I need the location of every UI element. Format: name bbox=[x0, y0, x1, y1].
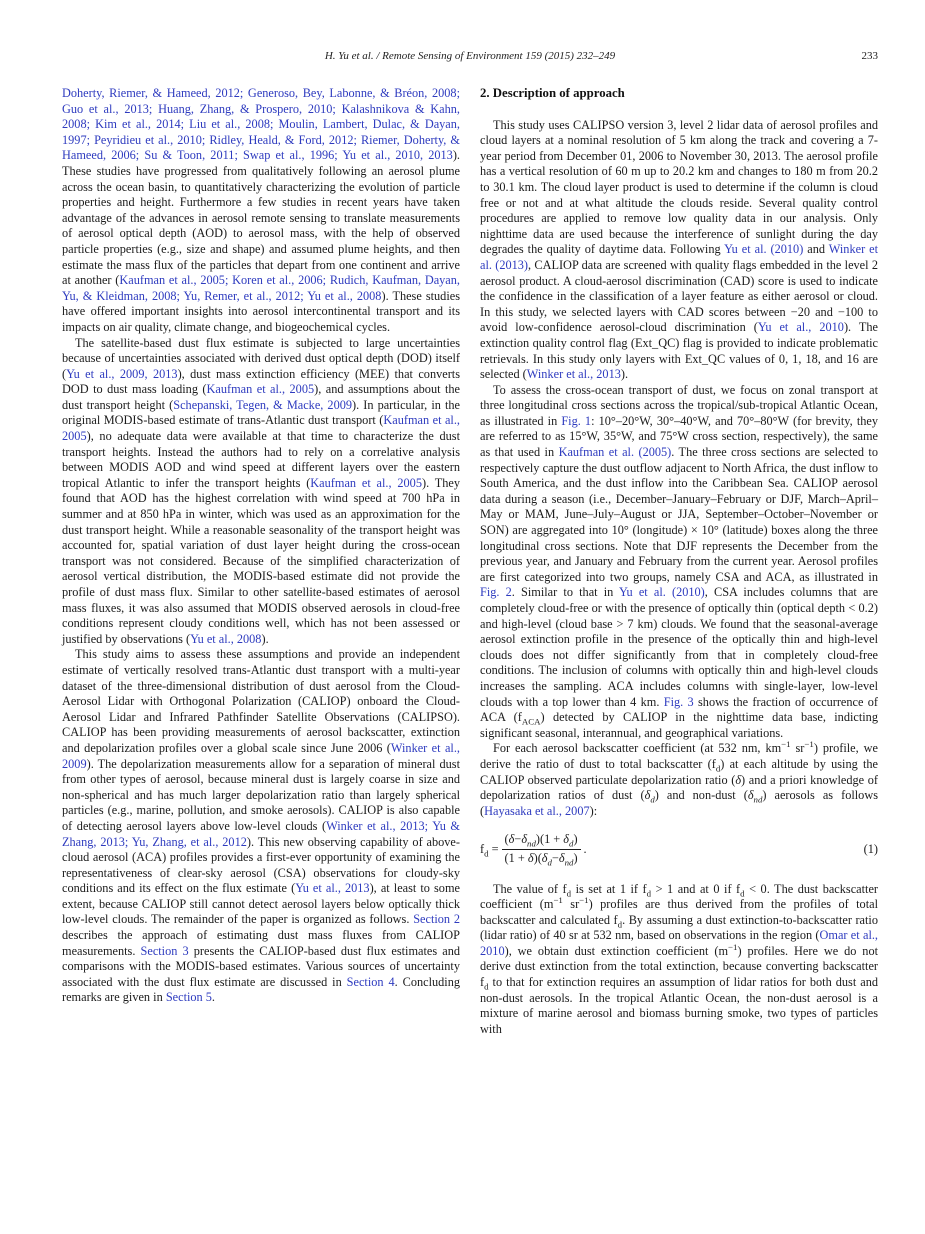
citation-link[interactable]: Section 5 bbox=[165, 990, 212, 1005]
text-run: ) profiles. Here we do not derive dust extinction from the total extinction, because converting backscatter f bbox=[480, 943, 879, 990]
text-run: d bbox=[547, 857, 552, 868]
text-run: ), and assumptions about the dust transport height ( bbox=[62, 382, 460, 412]
text-run: The value of f bbox=[493, 881, 567, 896]
text-run: ( bbox=[504, 832, 509, 847]
text-run: describes the approach of estimating dust mass fluxes from CALIOP measurements. bbox=[62, 928, 460, 958]
text-run: : 10°–20°W, 30°–40°W, and 70°–80°W (for brevity, they are referred to as 15°W, 35°W, and 75°W cross section, respectively), the same as that used in bbox=[480, 413, 879, 460]
running-title: H. Yu et al. / Remote Sensing of Environment 159 (2015) 232–249 bbox=[324, 50, 616, 62]
text-run: = bbox=[488, 841, 499, 856]
text-run: ) profile, we derive the ratio of dust to total backscatter (f bbox=[480, 741, 878, 771]
text-run: δ bbox=[563, 832, 570, 847]
text-run: ) and a priori knowledge of depolarization ratios of dust ( bbox=[480, 772, 878, 803]
text-run: −1 bbox=[804, 739, 814, 750]
citation-link[interactable]: Section 3 bbox=[140, 943, 189, 958]
text-run: −1 bbox=[781, 739, 791, 750]
paragraph bbox=[480, 383, 878, 742]
two-column-content bbox=[62, 86, 878, 1037]
text-run: ). bbox=[261, 631, 269, 646]
text-run: (1 + bbox=[504, 850, 528, 865]
paragraph bbox=[62, 86, 460, 336]
text-run: δ bbox=[747, 788, 754, 803]
text-run: . Concluding remarks are given in bbox=[62, 974, 460, 1005]
text-run: ). This new observing capability of above-cloud aerosol (ACA) profiles provides a first-ever opportunity of examining the representativeness of clear-sky aerosol (CSA) observations for cloudy-sky conditions and its effect on the flux estimate ( bbox=[62, 834, 460, 896]
text-run: To assess the cross-ocean transport of dust, we focus on zonal transport at three longitudinal cross sections across the tropical/sub-tropical Atlantic Ocean, as illustrated in bbox=[480, 382, 878, 428]
citation-link[interactable]: Yu et al., 2008 bbox=[190, 631, 262, 646]
text-run: ). bbox=[620, 367, 629, 382]
citation-link[interactable]: Hayasaka et al., 2007 bbox=[484, 803, 590, 818]
text-run: nd bbox=[753, 794, 763, 805]
citation-link[interactable]: Yu et al. (2010) bbox=[724, 242, 804, 257]
text-run: d bbox=[569, 838, 574, 849]
right-column bbox=[480, 86, 878, 1037]
text-run: , CALIOP data are screened with quality flags embedded in the level 2 aerosol product. A cloud-aerosol discrimination (CAD) score is used to indicate the confidence in the classification of a layer feature as either aerosol or cloud. In this study, we selected layers with CAD scores between −20 and −100 to avoid low-confidence aerosol-cloud discrimination ( bbox=[480, 257, 878, 335]
citation-link[interactable]: Winker et al., 2013 bbox=[526, 367, 621, 382]
citation-link[interactable]: Yu et al., 2009, 2013 bbox=[66, 366, 178, 381]
equation-trailing: . bbox=[583, 841, 587, 856]
text-run: ), at least to some extent, because CALIOP still cannot detect aerosol layers below optically thick low-level clouds. The remainder of the paper is organized as follows. bbox=[62, 881, 460, 927]
text-run: δ bbox=[527, 850, 534, 865]
fraction bbox=[502, 832, 581, 866]
citation-link[interactable]: Kaufman et al., 2005 bbox=[62, 413, 460, 444]
text-run: is set at 1 if f bbox=[571, 881, 647, 896]
citation-link[interactable]: Yu et al., 2010 bbox=[757, 320, 844, 335]
equation-number: (1) bbox=[863, 841, 878, 856]
text-run: −1 bbox=[728, 941, 738, 952]
text-run: f bbox=[480, 841, 485, 856]
text-run: . Similar to that in bbox=[511, 585, 620, 600]
text-run: )( bbox=[533, 850, 542, 865]
text-run: − bbox=[514, 832, 522, 847]
text-run: ). The depolarization measurements allow for a separation of mineral dust from other types of aerosol, because mineral dust is largely coarse in size and non-spherical and has much larger depolarization ratio than largely spherical particles (e.g., marine, pollution, and smoke aerosols). CALIOP is also capable of detecting aerosol layers above low-level clouds ( bbox=[62, 756, 460, 833]
text-run: ). These studies have progressed from qualitatively following an aerosol plume across the ocean basin, to quantitatively characterizing the evolution of particle properties and height. Furthermore a few studies in recent years have taken advantage of the advances in aerosol remote sensing to translate measurements of aerosol optical depth (AOD) to aerosol mass, with the help of observed particle properties (e.g., size and shape) and assumed plume heights, and then estimate the mass flux of the particles that depart from one continent and arrive at another ( bbox=[62, 148, 460, 288]
citation-link[interactable]: Yu et al., 2013 bbox=[295, 881, 370, 896]
text-run: )(1 + bbox=[535, 832, 564, 847]
text-run: ) detected by CALIOP in the nighttime data base, indicting significant seasonal, interannual, and geographical variations. bbox=[480, 710, 878, 740]
text-run: d bbox=[740, 887, 745, 898]
citation-link[interactable]: Schepanski, Tegen, & Macke, 2009 bbox=[173, 397, 353, 412]
paragraph bbox=[480, 741, 878, 819]
text-run: − bbox=[551, 850, 559, 865]
text-run: nd bbox=[527, 838, 536, 849]
citation-link[interactable]: Winker et al., 2009 bbox=[62, 740, 460, 771]
text-run: d bbox=[650, 794, 655, 805]
text-run: For each aerosol backscatter coefficient (at 532 nm, km bbox=[493, 741, 782, 756]
text-run: nd bbox=[564, 857, 574, 868]
text-run: d bbox=[566, 887, 572, 898]
text-run: This study aims to assess these assumptions and provide an independent estimate of vertically resolved trans-Atlantic dust transport with a multi-year dataset of the three-dimensional distribution of dust aerosol from the Cloud-Aerosol Lidar with Orthogonal Polarization (CALIOP) onboard the Cloud-Aerosol Lidar and Infrared Pathfinder Satellite Observations (CALIPSO). CALIOP has been providing measurements of aerosol backscatter, extinction and depolarization profiles over a global scale since June 2006 ( bbox=[62, 647, 460, 755]
equation-lhs bbox=[480, 842, 499, 858]
text-run: sr bbox=[790, 741, 805, 756]
text-run: , CSA includes columns that are completely cloud-free or with the presence of optically thin (optical depth < 0.2) and high-level (cloud base > 7 km) clouds. We found that the seasonal-average aerosol extinction profile in the presence of the optically thin and high-level clouds does not differ significantly from that in completely cloud-free conditions. The inclusion of columns with optically thin and high-level clouds increases the sampling. ACA includes columns with single-layer, low-level clouds with a top lower than 4 km. bbox=[480, 585, 879, 709]
text-run: The satellite-based dust flux estimate is subjected to large uncertainties because of uncertainties associated with derived dust optical depth (DOD) itself ( bbox=[62, 335, 460, 381]
text-run: ) bbox=[573, 850, 578, 865]
text-run: ), no adequate data were available at that time to characterize the dust transport heights. Instead the authors had to rely on a correlative analysis between MODIS AOD and wind speed at different layers over the eastern tropical Atlantic to infer the transport heights ( bbox=[62, 429, 460, 490]
text-run: δ bbox=[735, 772, 742, 787]
text-run: sr bbox=[562, 897, 580, 912]
citation-link[interactable]: Winker et al. (2013) bbox=[480, 242, 878, 272]
citation-link[interactable]: Winker et al., 2013; Yu & Zhang, 2013; Yu, Zhang, et al., 2012 bbox=[62, 818, 460, 849]
text-run: ) aerosols as follows ( bbox=[480, 788, 878, 818]
text-run: d bbox=[484, 981, 489, 992]
fraction-denominator bbox=[502, 850, 581, 867]
page-number: 233 bbox=[861, 50, 878, 62]
text-run: −1 bbox=[553, 895, 563, 905]
text-run: < 0. The dust backscatter coefficient (m bbox=[480, 881, 879, 912]
fraction-numerator bbox=[502, 832, 581, 850]
text-run: d bbox=[484, 848, 489, 859]
text-run: ) profiles are thus derived from the profiles of total backscatter and calculated f bbox=[480, 897, 878, 927]
text-run: d bbox=[617, 919, 623, 930]
citation-link[interactable]: Fig. 1 bbox=[561, 413, 592, 428]
left-column bbox=[62, 86, 460, 1037]
text-run: ): bbox=[589, 803, 598, 818]
text-run: This study uses CALIPSO version 3, level 2 lidar data of aerosol profiles and cloud layers at a nominal resolution of 5 km along the track and covering a 7-year period from December 01, 2006 to November 30, 2013. The aerosol profile has a vertical resolution of 60 m up to 20.2 km and changes to 180 m from 20.2 to 30.1 km. The cloud layer product is used to determine if the column is cloud free or not and at what altitude the clouds reside. Several quality control procedures are applied to remove low quality data in our analysis. Only nighttime data are used because the interference of sunlight during the day degrades the quality of daytime data. Following bbox=[480, 117, 878, 257]
citation-link[interactable]: Fig. 2 bbox=[480, 585, 512, 600]
paragraph bbox=[62, 336, 460, 648]
citation-link[interactable]: Kaufman et al. (2005) bbox=[558, 445, 672, 460]
text-run: ). The extinction quality control flag (Ext_QC) flag is provided to indicate problematic retrievals. In this study only layers with Ext_QC values of 0, 1, 18, and 16 are selected ( bbox=[480, 320, 878, 382]
citation-link[interactable]: Section 2 bbox=[413, 912, 461, 927]
paragraph bbox=[480, 882, 878, 1038]
text-run: d bbox=[715, 763, 721, 774]
paragraph bbox=[480, 118, 878, 383]
page-header bbox=[62, 50, 878, 64]
text-run: ), dust mass extinction efficiency (MEE) that converts DOD to dust mass loading ( bbox=[62, 366, 460, 397]
text-run: . By assuming a dust extinction-to-backscatter ratio (lidar ratio) of 40 sr at 532 nm, based on observations in the region ( bbox=[480, 912, 878, 943]
text-run: ACA bbox=[521, 716, 541, 727]
citation-link[interactable]: Fig. 3 bbox=[663, 694, 694, 709]
text-run: ) bbox=[573, 832, 578, 847]
text-run: ). They found that AOD has the highest correlation with wind speed at 700 hPa in summer and at 850 hPa in winter, which was used as an approximation for the dust transport height. While a reasonable seasonality of the transport height was accounted for, spatial variation of dust layer height during the cross-ocean transport was not considered. Because of the simplified characterization of aerosol vertical distribution, the MODIS-based estimate did not provide the profile of dust mass flux. Similar to other satellite-based estimates of aerosol mass fluxes, it was also assumed that MODIS observed aerosols in cloud-free conditions represent cloudy conditions well, which has not been assessed or justified by observations ( bbox=[62, 475, 461, 646]
equation bbox=[480, 832, 878, 866]
text-run: presents the CALIOP-based dust flux estimates and comparisons with the MODIS-based estimates. Various sources of uncertainty associated with the dust flux estimate are discussed in bbox=[62, 943, 460, 989]
text-run: δ bbox=[521, 832, 528, 847]
citation-link[interactable]: Section 4 bbox=[346, 974, 395, 989]
text-run: ) and non-dust ( bbox=[654, 788, 748, 803]
text-run: δ bbox=[558, 850, 565, 865]
citation-link[interactable]: Doherty, Riemer, & Hameed, 2012; Generoso, Bey, Labonne, & Bréon, 2008; Guo et al., 2013; Huang, Zhang, & Prospero, 2010; Kalashnikova & Kahn, 2008; Kim et al., 2014; Liu et al., 2008; Moulin, Lambert, Dulac, & Dayan, 1997; Peyridieu et al., 2010; Ridley, Heald, & Ford, 2012; Riemer, Doherty, & Hameed, 2006; Su & Toon, 2011; Swap et al., 1996; Yu et al., 2010, 2013 bbox=[62, 86, 460, 163]
citation-link[interactable]: Yu et al. (2010) bbox=[619, 585, 705, 600]
citation-link[interactable]: Kaufman et al., 2005 bbox=[310, 475, 422, 490]
text-run: δ bbox=[644, 788, 651, 803]
text-run: to that for extinction requires an assumption of lidar ratios for both dust and non-dust aerosols. In the tropical Atlantic Ocean, the non-dust aerosol is a mixture of marine aerosol and biomass burning smoke, two types of particles with bbox=[480, 975, 878, 1036]
paragraph bbox=[62, 647, 460, 1006]
text-run: > 1 and at 0 if f bbox=[651, 881, 741, 896]
text-run: ), we obtain dust extinction coefficient (m bbox=[504, 943, 729, 958]
equation-body bbox=[480, 832, 587, 866]
text-run: shows the fraction of occurrence of ACA (f bbox=[480, 694, 878, 725]
citation-link[interactable]: Omar et al., 2010 bbox=[480, 928, 879, 958]
text-run: ). In particular, in the original MODIS-based estimate of trans-Atlantic dust transport ( bbox=[62, 397, 460, 428]
text-run: ). These studies have offered important insights into aerosol intercontinental transport and its impacts on air quality, climate change, and biogeochemical cycles. bbox=[62, 288, 460, 334]
section-heading: 2. Description of approach bbox=[480, 86, 625, 100]
citation-link[interactable]: Kaufman et al., 2005 bbox=[206, 382, 315, 397]
text-run: . bbox=[211, 990, 215, 1005]
text-run: δ bbox=[508, 832, 515, 847]
citation-link[interactable]: Kaufman et al., 2005; Koren et al., 2006; Rudich, Kaufman, Dayan, Yu, & Kleidman, 2008; Yu, Remer, et al., 2012; Yu et al., 2008 bbox=[62, 273, 460, 303]
text-run: and bbox=[803, 242, 829, 257]
text-run: −1 bbox=[579, 895, 589, 905]
text-run: ) at each altitude by using the CALIOP observed particulate depolarization ratio ( bbox=[480, 756, 878, 787]
text-run: . The three cross sections are selected to respectively capture the dust outflow adjacent to North Africa, the dust inflow to South America, and the dust inflow into the Caribbean Sea. CALIOP aerosol data during a season (i.e., December–January–February or DJF, March–April–May or MAM, June–July–August or JJA, September–October–November or SON) are aggregated into 10° (longitude) × 10° (latitude) boxes along the three longitudinal cross sections. Note that DJF represents the December from the previous year, and January and February from the current year. Aerosol profiles are first categorized into two groups, namely CSA and ACA, as illustrated in bbox=[480, 445, 878, 584]
text-run: d bbox=[646, 887, 652, 898]
text-run: δ bbox=[541, 850, 548, 865]
